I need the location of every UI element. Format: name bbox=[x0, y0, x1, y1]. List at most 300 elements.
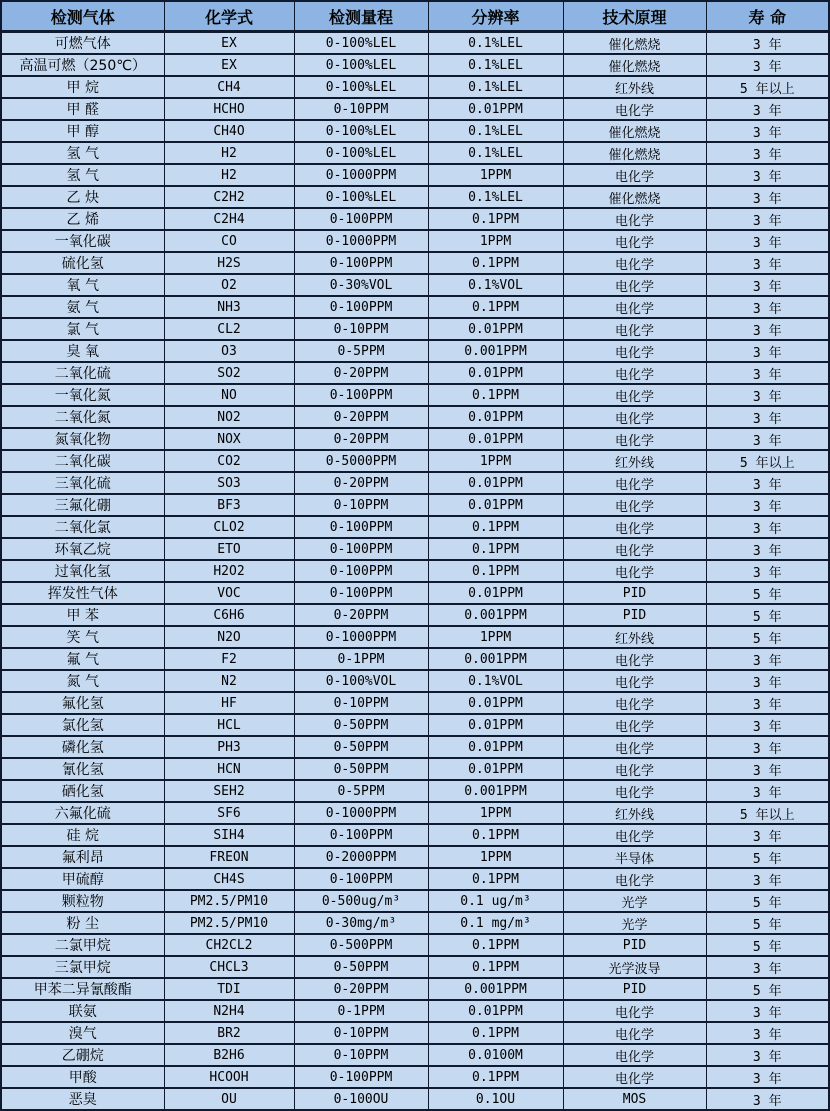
detection-range-cell: 0-100PPM bbox=[294, 296, 428, 318]
table-row bbox=[1, 54, 829, 76]
technology-cell: 电化学 bbox=[563, 406, 706, 428]
detection-range-cell: 0-50PPM bbox=[294, 736, 428, 758]
technology-cell: 电化学 bbox=[563, 692, 706, 714]
resolution-cell: 0.01PPM bbox=[428, 494, 563, 516]
technology-cell: 电化学 bbox=[563, 252, 706, 274]
chemical-formula-cell: BR2 bbox=[164, 1022, 294, 1044]
detection-range-cell: 0-20PPM bbox=[294, 472, 428, 494]
table-row bbox=[1, 846, 829, 868]
detection-range-cell: 0-5PPM bbox=[294, 780, 428, 802]
lifespan-cell: 3 年 bbox=[706, 1022, 829, 1044]
resolution-cell: 0.1PPM bbox=[428, 538, 563, 560]
technology-cell: 红外线 bbox=[563, 626, 706, 648]
table-row bbox=[1, 362, 829, 384]
technology-cell: 电化学 bbox=[563, 538, 706, 560]
technology-cell: 电化学 bbox=[563, 274, 706, 296]
gas-name-cell: 甲苯二异氰酸酯 bbox=[1, 978, 164, 1000]
detection-range-cell: 0-1PPM bbox=[294, 1000, 428, 1022]
table-row bbox=[1, 1044, 829, 1066]
chemical-formula-cell: VOC bbox=[164, 582, 294, 604]
technology-cell: 电化学 bbox=[563, 296, 706, 318]
lifespan-cell: 3 年 bbox=[706, 868, 829, 890]
lifespan-cell: 5 年 bbox=[706, 604, 829, 626]
chemical-formula-cell: O3 bbox=[164, 340, 294, 362]
gas-name-cell: 氢 气 bbox=[1, 164, 164, 186]
detection-range-cell: 0-100PPM bbox=[294, 582, 428, 604]
technology-cell: 电化学 bbox=[563, 868, 706, 890]
technology-cell: 电化学 bbox=[563, 164, 706, 186]
resolution-cell: 0.1PPM bbox=[428, 252, 563, 274]
chemical-formula-cell: CLO2 bbox=[164, 516, 294, 538]
technology-cell: 半导体 bbox=[563, 846, 706, 868]
resolution-cell: 0.1%LEL bbox=[428, 120, 563, 142]
technology-cell: 电化学 bbox=[563, 340, 706, 362]
gas-name-cell: 环氧乙烷 bbox=[1, 538, 164, 560]
resolution-cell: 0.001PPM bbox=[428, 340, 563, 362]
detection-range-cell: 0-20PPM bbox=[294, 406, 428, 428]
detection-range-cell: 0-10PPM bbox=[294, 98, 428, 120]
technology-cell: 催化燃烧 bbox=[563, 186, 706, 208]
technology-cell: 催化燃烧 bbox=[563, 120, 706, 142]
technology-cell: 电化学 bbox=[563, 1000, 706, 1022]
gas-name-cell: 二氯甲烷 bbox=[1, 934, 164, 956]
resolution-cell: 0.01PPM bbox=[428, 692, 563, 714]
lifespan-cell: 3 年 bbox=[706, 98, 829, 120]
table-row bbox=[1, 934, 829, 956]
technology-cell: 电化学 bbox=[563, 714, 706, 736]
chemical-formula-cell: H2O2 bbox=[164, 560, 294, 582]
resolution-cell: 0.1 mg/m³ bbox=[428, 912, 563, 934]
resolution-cell: 0.1%VOL bbox=[428, 274, 563, 296]
resolution-cell: 0.1PPM bbox=[428, 1022, 563, 1044]
resolution-cell: 1PPM bbox=[428, 626, 563, 648]
lifespan-cell: 3 年 bbox=[706, 736, 829, 758]
resolution-cell: 0.1PPM bbox=[428, 560, 563, 582]
chemical-formula-cell: FREON bbox=[164, 846, 294, 868]
resolution-cell: 1PPM bbox=[428, 846, 563, 868]
lifespan-cell: 5 年 bbox=[706, 978, 829, 1000]
resolution-cell: 0.01PPM bbox=[428, 582, 563, 604]
lifespan-cell: 3 年 bbox=[706, 164, 829, 186]
detection-range-cell: 0-20PPM bbox=[294, 978, 428, 1000]
lifespan-cell: 3 年 bbox=[706, 230, 829, 252]
table-row bbox=[1, 472, 829, 494]
resolution-cell: 0.1OU bbox=[428, 1088, 563, 1110]
resolution-cell: 0.1%VOL bbox=[428, 670, 563, 692]
technology-cell: 电化学 bbox=[563, 780, 706, 802]
resolution-cell: 0.1PPM bbox=[428, 934, 563, 956]
gas-name-cell: 过氧化氢 bbox=[1, 560, 164, 582]
resolution-cell: 0.001PPM bbox=[428, 780, 563, 802]
chemical-formula-cell: SO2 bbox=[164, 362, 294, 384]
table-row bbox=[1, 802, 829, 824]
lifespan-cell: 3 年 bbox=[706, 428, 829, 450]
resolution-cell: 0.01PPM bbox=[428, 428, 563, 450]
lifespan-cell: 3 年 bbox=[706, 472, 829, 494]
lifespan-cell: 3 年 bbox=[706, 274, 829, 296]
detection-range-cell: 0-500ug/m³ bbox=[294, 890, 428, 912]
table-row bbox=[1, 318, 829, 340]
gas-name-cell: 硅 烷 bbox=[1, 824, 164, 846]
table-row bbox=[1, 120, 829, 142]
chemical-formula-cell: ETO bbox=[164, 538, 294, 560]
detection-range-cell: 0-100%LEL bbox=[294, 142, 428, 164]
lifespan-cell: 5 年 bbox=[706, 912, 829, 934]
technology-cell: 电化学 bbox=[563, 472, 706, 494]
chemical-formula-cell: HCL bbox=[164, 714, 294, 736]
chemical-formula-cell: B2H6 bbox=[164, 1044, 294, 1066]
gas-name-cell: 恶臭 bbox=[1, 1088, 164, 1110]
lifespan-cell: 5 年 bbox=[706, 846, 829, 868]
detection-range-cell: 0-10PPM bbox=[294, 692, 428, 714]
lifespan-cell: 3 年 bbox=[706, 1066, 829, 1088]
chemical-formula-cell: CH2CL2 bbox=[164, 934, 294, 956]
resolution-cell: 0.01PPM bbox=[428, 362, 563, 384]
table-row bbox=[1, 758, 829, 780]
chemical-formula-cell: NH3 bbox=[164, 296, 294, 318]
lifespan-cell: 3 年 bbox=[706, 670, 829, 692]
lifespan-cell: 5 年 bbox=[706, 582, 829, 604]
chemical-formula-cell: HF bbox=[164, 692, 294, 714]
chemical-formula-cell: H2 bbox=[164, 164, 294, 186]
table-row bbox=[1, 98, 829, 120]
table-row bbox=[1, 274, 829, 296]
resolution-cell: 0.01PPM bbox=[428, 98, 563, 120]
detection-range-cell: 0-10PPM bbox=[294, 494, 428, 516]
gas-name-cell: 溴气 bbox=[1, 1022, 164, 1044]
technology-cell: 光学 bbox=[563, 912, 706, 934]
table-row bbox=[1, 516, 829, 538]
lifespan-cell: 3 年 bbox=[706, 516, 829, 538]
lifespan-cell: 3 年 bbox=[706, 692, 829, 714]
lifespan-cell: 3 年 bbox=[706, 296, 829, 318]
table-row bbox=[1, 164, 829, 186]
gas-name-cell: 可燃气体 bbox=[1, 32, 164, 55]
chemical-formula-cell: N2 bbox=[164, 670, 294, 692]
chemical-formula-cell: CL2 bbox=[164, 318, 294, 340]
resolution-cell: 0.1PPM bbox=[428, 956, 563, 978]
technology-cell: 电化学 bbox=[563, 208, 706, 230]
lifespan-cell: 3 年 bbox=[706, 252, 829, 274]
technology-cell: 电化学 bbox=[563, 362, 706, 384]
chemical-formula-cell: C2H2 bbox=[164, 186, 294, 208]
resolution-cell: 1PPM bbox=[428, 164, 563, 186]
table-row bbox=[1, 230, 829, 252]
technology-cell: 红外线 bbox=[563, 450, 706, 472]
detection-range-cell: 0-100PPM bbox=[294, 560, 428, 582]
technology-cell: 电化学 bbox=[563, 516, 706, 538]
resolution-cell: 0.1%LEL bbox=[428, 54, 563, 76]
lifespan-cell: 3 年 bbox=[706, 340, 829, 362]
lifespan-cell: 3 年 bbox=[706, 956, 829, 978]
detection-range-cell: 0-10PPM bbox=[294, 1044, 428, 1066]
detection-range-cell: 0-100PPM bbox=[294, 384, 428, 406]
table-row bbox=[1, 692, 829, 714]
resolution-cell: 0.01PPM bbox=[428, 1000, 563, 1022]
chemical-formula-cell: EX bbox=[164, 54, 294, 76]
lifespan-cell: 3 年 bbox=[706, 758, 829, 780]
technology-cell: PID bbox=[563, 978, 706, 1000]
chemical-formula-cell: CHCL3 bbox=[164, 956, 294, 978]
table-row bbox=[1, 736, 829, 758]
gas-name-cell: 甲 醇 bbox=[1, 120, 164, 142]
technology-cell: 催化燃烧 bbox=[563, 32, 706, 55]
gas-name-cell: 氨 气 bbox=[1, 296, 164, 318]
gas-name-cell: 甲 醛 bbox=[1, 98, 164, 120]
gas-name-cell: 笑 气 bbox=[1, 626, 164, 648]
gas-name-cell: 氧 气 bbox=[1, 274, 164, 296]
detection-range-cell: 0-100PPM bbox=[294, 252, 428, 274]
table-body bbox=[1, 32, 829, 1111]
technology-cell: 电化学 bbox=[563, 494, 706, 516]
detection-range-cell: 0-100%LEL bbox=[294, 120, 428, 142]
resolution-cell: 0.01PPM bbox=[428, 736, 563, 758]
table-row bbox=[1, 890, 829, 912]
gas-name-cell: 臭 氧 bbox=[1, 340, 164, 362]
technology-cell: 电化学 bbox=[563, 384, 706, 406]
resolution-cell: 0.01PPM bbox=[428, 472, 563, 494]
gas-name-cell: 二氧化氮 bbox=[1, 406, 164, 428]
detection-range-cell: 0-30%VOL bbox=[294, 274, 428, 296]
lifespan-cell: 3 年 bbox=[706, 714, 829, 736]
detection-range-cell: 0-100OU bbox=[294, 1088, 428, 1110]
gas-name-cell: 二氧化氯 bbox=[1, 516, 164, 538]
technology-cell: 电化学 bbox=[563, 824, 706, 846]
resolution-cell: 0.1PPM bbox=[428, 1066, 563, 1088]
detection-range-cell: 0-10PPM bbox=[294, 1022, 428, 1044]
detection-range-cell: 0-50PPM bbox=[294, 758, 428, 780]
technology-cell: 电化学 bbox=[563, 648, 706, 670]
resolution-cell: 0.1PPM bbox=[428, 824, 563, 846]
lifespan-cell: 5 年以上 bbox=[706, 76, 829, 98]
technology-cell: MOS bbox=[563, 1088, 706, 1110]
detection-range-cell: 0-5PPM bbox=[294, 340, 428, 362]
gas-name-cell: 一氧化碳 bbox=[1, 230, 164, 252]
detection-range-cell: 0-50PPM bbox=[294, 956, 428, 978]
resolution-cell: 0.01PPM bbox=[428, 406, 563, 428]
technology-cell: 电化学 bbox=[563, 1022, 706, 1044]
gas-name-cell: 乙硼烷 bbox=[1, 1044, 164, 1066]
gas-name-cell: 甲酸 bbox=[1, 1066, 164, 1088]
chemical-formula-cell: EX bbox=[164, 32, 294, 55]
lifespan-cell: 3 年 bbox=[706, 648, 829, 670]
technology-cell: 电化学 bbox=[563, 230, 706, 252]
detection-range-cell: 0-100PPM bbox=[294, 868, 428, 890]
table-row bbox=[1, 604, 829, 626]
col-resolution: 分辨率 bbox=[428, 1, 563, 32]
resolution-cell: 0.0100M bbox=[428, 1044, 563, 1066]
chemical-formula-cell: TDI bbox=[164, 978, 294, 1000]
table-row bbox=[1, 186, 829, 208]
technology-cell: 光学 bbox=[563, 890, 706, 912]
gas-name-cell: 氮氧化物 bbox=[1, 428, 164, 450]
gas-name-cell: 挥发性气体 bbox=[1, 582, 164, 604]
chemical-formula-cell: HCN bbox=[164, 758, 294, 780]
table-row bbox=[1, 626, 829, 648]
chemical-formula-cell: PM2.5/PM10 bbox=[164, 912, 294, 934]
lifespan-cell: 5 年 bbox=[706, 890, 829, 912]
col-chemical-formula: 化学式 bbox=[164, 1, 294, 32]
detection-range-cell: 0-100%VOL bbox=[294, 670, 428, 692]
lifespan-cell: 3 年 bbox=[706, 54, 829, 76]
gas-name-cell: 颗粒物 bbox=[1, 890, 164, 912]
table-row bbox=[1, 1000, 829, 1022]
chemical-formula-cell: NOX bbox=[164, 428, 294, 450]
table-row bbox=[1, 824, 829, 846]
gas-name-cell: 粉 尘 bbox=[1, 912, 164, 934]
technology-cell: 电化学 bbox=[563, 560, 706, 582]
lifespan-cell: 3 年 bbox=[706, 318, 829, 340]
resolution-cell: 0.1PPM bbox=[428, 868, 563, 890]
resolution-cell: 0.01PPM bbox=[428, 714, 563, 736]
table-row bbox=[1, 956, 829, 978]
technology-cell: 电化学 bbox=[563, 428, 706, 450]
detection-range-cell: 0-20PPM bbox=[294, 362, 428, 384]
chemical-formula-cell: NO bbox=[164, 384, 294, 406]
technology-cell: 电化学 bbox=[563, 98, 706, 120]
detection-range-cell: 0-100%LEL bbox=[294, 76, 428, 98]
table-row bbox=[1, 142, 829, 164]
gas-name-cell: 高温可燃（250℃） bbox=[1, 54, 164, 76]
chemical-formula-cell: SF6 bbox=[164, 802, 294, 824]
table-row bbox=[1, 76, 829, 98]
detection-range-cell: 0-30mg/m³ bbox=[294, 912, 428, 934]
chemical-formula-cell: C6H6 bbox=[164, 604, 294, 626]
technology-cell: 红外线 bbox=[563, 76, 706, 98]
technology-cell: 红外线 bbox=[563, 802, 706, 824]
resolution-cell: 0.001PPM bbox=[428, 604, 563, 626]
chemical-formula-cell: PM2.5/PM10 bbox=[164, 890, 294, 912]
table-row bbox=[1, 428, 829, 450]
table-row bbox=[1, 1066, 829, 1088]
lifespan-cell: 3 年 bbox=[706, 208, 829, 230]
chemical-formula-cell: N2O bbox=[164, 626, 294, 648]
gas-name-cell: 甲 苯 bbox=[1, 604, 164, 626]
gas-name-cell: 甲硫醇 bbox=[1, 868, 164, 890]
table-row bbox=[1, 1088, 829, 1110]
chemical-formula-cell: BF3 bbox=[164, 494, 294, 516]
gas-name-cell: 二氧化硫 bbox=[1, 362, 164, 384]
lifespan-cell: 3 年 bbox=[706, 120, 829, 142]
detection-range-cell: 0-50PPM bbox=[294, 714, 428, 736]
detection-range-cell: 0-20PPM bbox=[294, 604, 428, 626]
detection-range-cell: 0-100PPM bbox=[294, 1066, 428, 1088]
chemical-formula-cell: O2 bbox=[164, 274, 294, 296]
lifespan-cell: 3 年 bbox=[706, 780, 829, 802]
detection-range-cell: 0-1PPM bbox=[294, 648, 428, 670]
chemical-formula-cell: SEH2 bbox=[164, 780, 294, 802]
technology-cell: 光学波导 bbox=[563, 956, 706, 978]
table-row bbox=[1, 252, 829, 274]
lifespan-cell: 3 年 bbox=[706, 538, 829, 560]
detection-range-cell: 0-100%LEL bbox=[294, 54, 428, 76]
resolution-cell: 0.001PPM bbox=[428, 648, 563, 670]
technology-cell: 电化学 bbox=[563, 318, 706, 340]
resolution-cell: 0.1PPM bbox=[428, 208, 563, 230]
gas-name-cell: 硒化氢 bbox=[1, 780, 164, 802]
lifespan-cell: 3 年 bbox=[706, 186, 829, 208]
chemical-formula-cell: CH4 bbox=[164, 76, 294, 98]
detection-range-cell: 0-500PPM bbox=[294, 934, 428, 956]
gas-name-cell: 氟 气 bbox=[1, 648, 164, 670]
technology-cell: 催化燃烧 bbox=[563, 54, 706, 76]
table-row bbox=[1, 340, 829, 362]
detection-range-cell: 0-10PPM bbox=[294, 318, 428, 340]
table-row bbox=[1, 208, 829, 230]
technology-cell: 电化学 bbox=[563, 736, 706, 758]
technology-cell: 催化燃烧 bbox=[563, 142, 706, 164]
lifespan-cell: 3 年 bbox=[706, 32, 829, 55]
resolution-cell: 0.1%LEL bbox=[428, 186, 563, 208]
chemical-formula-cell: CH4O bbox=[164, 120, 294, 142]
table-row bbox=[1, 450, 829, 472]
lifespan-cell: 5 年 bbox=[706, 626, 829, 648]
col-gas-name: 检测气体 bbox=[1, 1, 164, 32]
technology-cell: 电化学 bbox=[563, 1044, 706, 1066]
lifespan-cell: 5 年以上 bbox=[706, 450, 829, 472]
detection-range-cell: 0-5000PPM bbox=[294, 450, 428, 472]
lifespan-cell: 3 年 bbox=[706, 1000, 829, 1022]
resolution-cell: 0.1PPM bbox=[428, 384, 563, 406]
chemical-formula-cell: C2H4 bbox=[164, 208, 294, 230]
detection-range-cell: 0-1000PPM bbox=[294, 802, 428, 824]
resolution-cell: 0.1%LEL bbox=[428, 142, 563, 164]
resolution-cell: 1PPM bbox=[428, 230, 563, 252]
col-lifespan: 寿 命 bbox=[706, 1, 829, 32]
detection-range-cell: 0-2000PPM bbox=[294, 846, 428, 868]
detection-range-cell: 0-100PPM bbox=[294, 208, 428, 230]
table-row bbox=[1, 780, 829, 802]
chemical-formula-cell: H2S bbox=[164, 252, 294, 274]
gas-name-cell: 氯化氢 bbox=[1, 714, 164, 736]
gas-name-cell: 二氧化碳 bbox=[1, 450, 164, 472]
gas-name-cell: 乙 炔 bbox=[1, 186, 164, 208]
chemical-formula-cell: SO3 bbox=[164, 472, 294, 494]
table-row bbox=[1, 670, 829, 692]
detection-range-cell: 0-1000PPM bbox=[294, 164, 428, 186]
lifespan-cell: 3 年 bbox=[706, 1044, 829, 1066]
chemical-formula-cell: PH3 bbox=[164, 736, 294, 758]
table-row bbox=[1, 560, 829, 582]
table-row bbox=[1, 978, 829, 1000]
chemical-formula-cell: OU bbox=[164, 1088, 294, 1110]
gas-name-cell: 六氟化硫 bbox=[1, 802, 164, 824]
gas-name-cell: 氟利昂 bbox=[1, 846, 164, 868]
gas-name-cell: 甲 烷 bbox=[1, 76, 164, 98]
chemical-formula-cell: SIH4 bbox=[164, 824, 294, 846]
lifespan-cell: 5 年以上 bbox=[706, 802, 829, 824]
detection-range-cell: 0-100PPM bbox=[294, 538, 428, 560]
chemical-formula-cell: F2 bbox=[164, 648, 294, 670]
gas-name-cell: 三氟化硼 bbox=[1, 494, 164, 516]
table-row bbox=[1, 494, 829, 516]
lifespan-cell: 3 年 bbox=[706, 142, 829, 164]
table-row bbox=[1, 32, 829, 55]
chemical-formula-cell: CO bbox=[164, 230, 294, 252]
gas-name-cell: 氟化氢 bbox=[1, 692, 164, 714]
lifespan-cell: 3 年 bbox=[706, 406, 829, 428]
detection-range-cell: 0-1000PPM bbox=[294, 230, 428, 252]
gas-name-cell: 一氧化氮 bbox=[1, 384, 164, 406]
detection-range-cell: 0-1000PPM bbox=[294, 626, 428, 648]
table-row bbox=[1, 1022, 829, 1044]
lifespan-cell: 3 年 bbox=[706, 560, 829, 582]
resolution-cell: 0.1%LEL bbox=[428, 76, 563, 98]
gas-name-cell: 乙 烯 bbox=[1, 208, 164, 230]
gas-name-cell: 氮 气 bbox=[1, 670, 164, 692]
gas-name-cell: 氰化氢 bbox=[1, 758, 164, 780]
resolution-cell: 0.1PPM bbox=[428, 516, 563, 538]
